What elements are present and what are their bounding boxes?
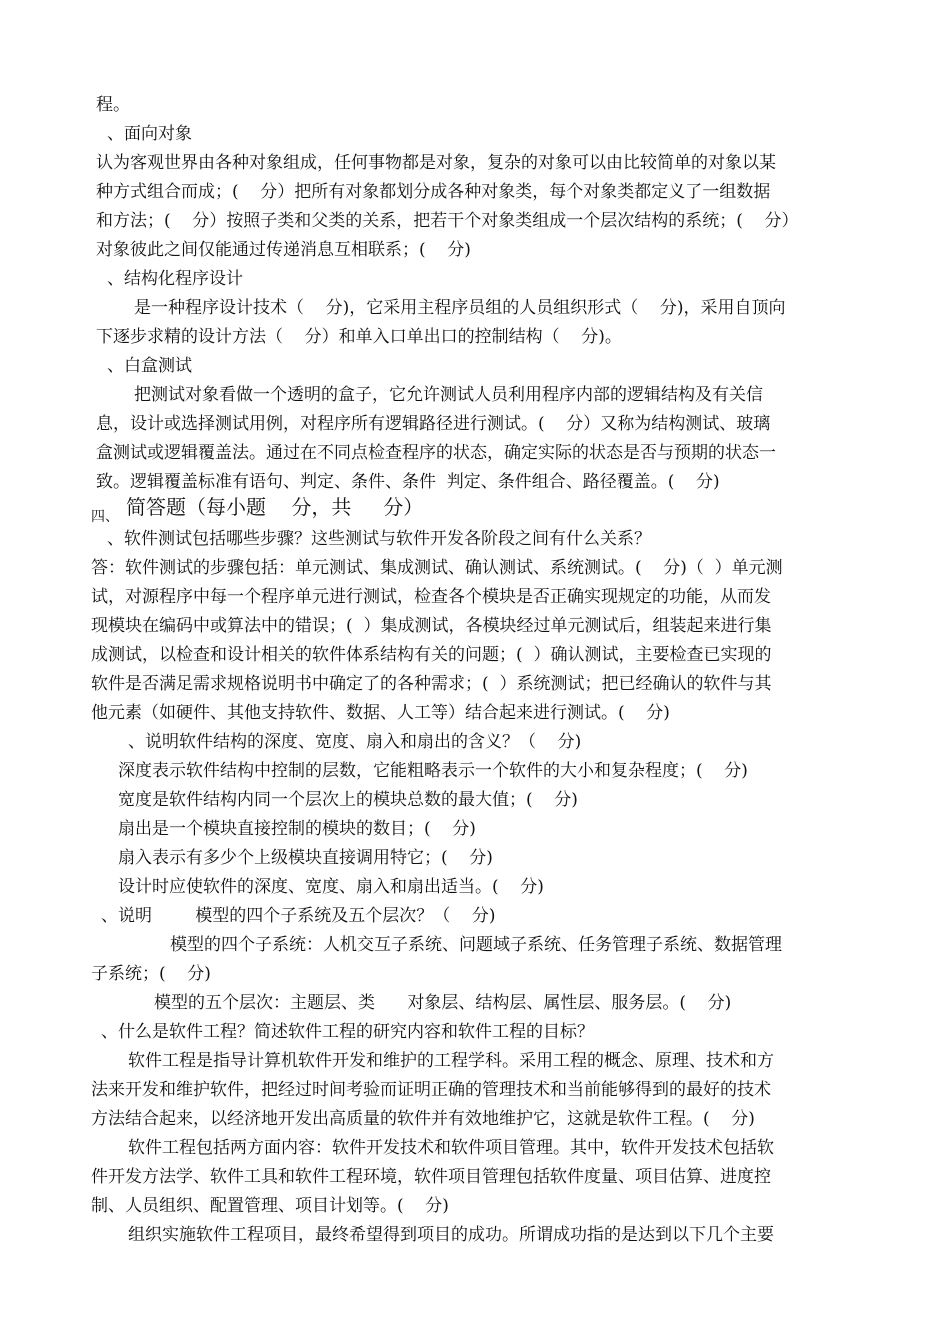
section-heading: 简答题（每小题 分，共 分） [126,495,424,519]
question-heading: 、说明 模型的四个子系统及五个层次？（ 分) [101,906,496,926]
text-line: 子系统；( 分) [91,964,211,984]
text-line: 对象彼此之间仅能通过传递消息互相联系；( 分) [96,240,471,260]
text-line: 扇入表示有多少个上级模块直接调用特它；( 分) [118,848,493,868]
text-line: 程。 [96,95,130,115]
term-heading: 、面向对象 [107,124,192,144]
text-line: 把测试对象看做一个透明的盒子，它允许测试人员利用程序内部的逻辑结构及有关信 [134,385,763,405]
question-heading: 、什么是软件工程？简述软件工程的研究内容和软件工程的目标？ [101,1022,594,1042]
text-line: 设计时应使软件的深度、宽度、扇入和扇出适当。( 分) [118,877,544,897]
text-line: 组织实施软件工程项目，最终希望得到项目的成功。所谓成功指的是达到以下几个主要 [128,1225,774,1245]
text-line: 制、人员组织、配置管理、项目计划等。( 分) [91,1196,449,1216]
text-line: 现模块在编码中或算法中的错误；( ）集成测试，各模块经过单元测试后，组装起来进行集 [91,616,772,636]
text-line: 模型的五个层次：主题层、类 对象层、结构层、属性层、服务层。( 分) [154,993,732,1013]
text-line: 是一种程序设计技术（ 分)，它采用主程序员组的人员组织形式（ 分)，采用自顶向 [134,298,786,318]
text-line: 软件工程是指导计算机软件开发和维护的工程学科。采用工程的概念、原理、技术和方 [128,1051,774,1071]
text-line: 息，设计或选择测试用例，对程序所有逻辑路径进行测试。( 分）又称为结构测试、玻璃 [96,414,771,434]
text-line: 下逐步求精的设计方法（ 分）和单入口单出口的控制结构（ 分)。 [96,327,622,347]
text-line: 扇出是一个模块直接控制的模块的数目；( 分) [118,819,476,839]
text-line: 法来开发和维护软件，把经过时间考验而证明正确的管理技术和当前能够得到的最好的技术 [91,1080,771,1100]
term-heading: 、结构化程序设计 [107,269,243,289]
text-line: 种方式组合而成；( 分）把所有对象都划分成各种对象类，每个对象类都定义了一组数据 [96,182,771,202]
question-heading: 、软件测试包括哪些步骤？这些测试与软件开发各阶段之间有什么关系？ [107,529,651,549]
text-line: 他元素（如硬件、其他支持软件、数据、人工等）结合起来进行测试。( 分) [91,703,670,723]
text-line: 软件是否满足需求规格说明书中确定了的各种需求；( ）系统测试；把已经确认的软件与其 [91,674,772,694]
term-heading: 、白盒测试 [107,356,192,376]
question-heading: 、说明软件结构的深度、宽度、扇入和扇出的含义？（ 分) [128,732,582,752]
text-line: 成测试，以检查和设计相关的软件体系结构有关的问题；( ）确认测试，主要检查已实现的 [91,645,772,665]
text-line: 深度表示软件结构中控制的层数，它能粗略表示一个软件的大小和复杂程度；( 分) [118,761,748,781]
text-line: 致。逻辑覆盖标准有语句、判定、条件、条件 判定、条件组合、路径覆盖。( 分) [96,472,720,492]
text-line: 和方法；( 分）按照子类和父类的关系，把若干个对象类组成一个层次结构的系统；( 分） [96,211,799,231]
text-line: 方法结合起来，以经济地开发出高质量的软件并有效地维护它，这就是软件工程。( 分) [91,1109,755,1129]
text-line: 盒测试或逻辑覆盖法。通过在不同点检查程序的状态，确定实际的状态是否与预期的状态一 [96,443,776,463]
text-line: 模型的四个子系统：人机交互子系统、问题域子系统、任务管理子系统、数据管理 [170,935,782,955]
text-line: 软件工程包括两方面内容：软件开发技术和软件项目管理。其中，软件开发技术包括软 [128,1138,774,1158]
text-line: 件开发方法学、软件工具和软件工程环境，软件项目管理包括软件度量、项目估算、进度控 [91,1167,771,1187]
text-line: 答：软件测试的步骤包括：单元测试、集成测试、确认测试、系统测试。( 分)（ ）单元测 [91,558,783,578]
section-number: 四、 [91,509,119,525]
text-line: 认为客观世界由各种对象组成，任何事物都是对象，复杂的对象可以由比较简单的对象以某 [96,153,776,173]
text-line: 宽度是软件结构内同一个层次上的模块总数的最大值；( 分) [118,790,578,810]
text-line: 试，对源程序中每一个程序单元进行测试，检查各个模块是否正确实现规定的功能，从而发 [91,587,771,607]
